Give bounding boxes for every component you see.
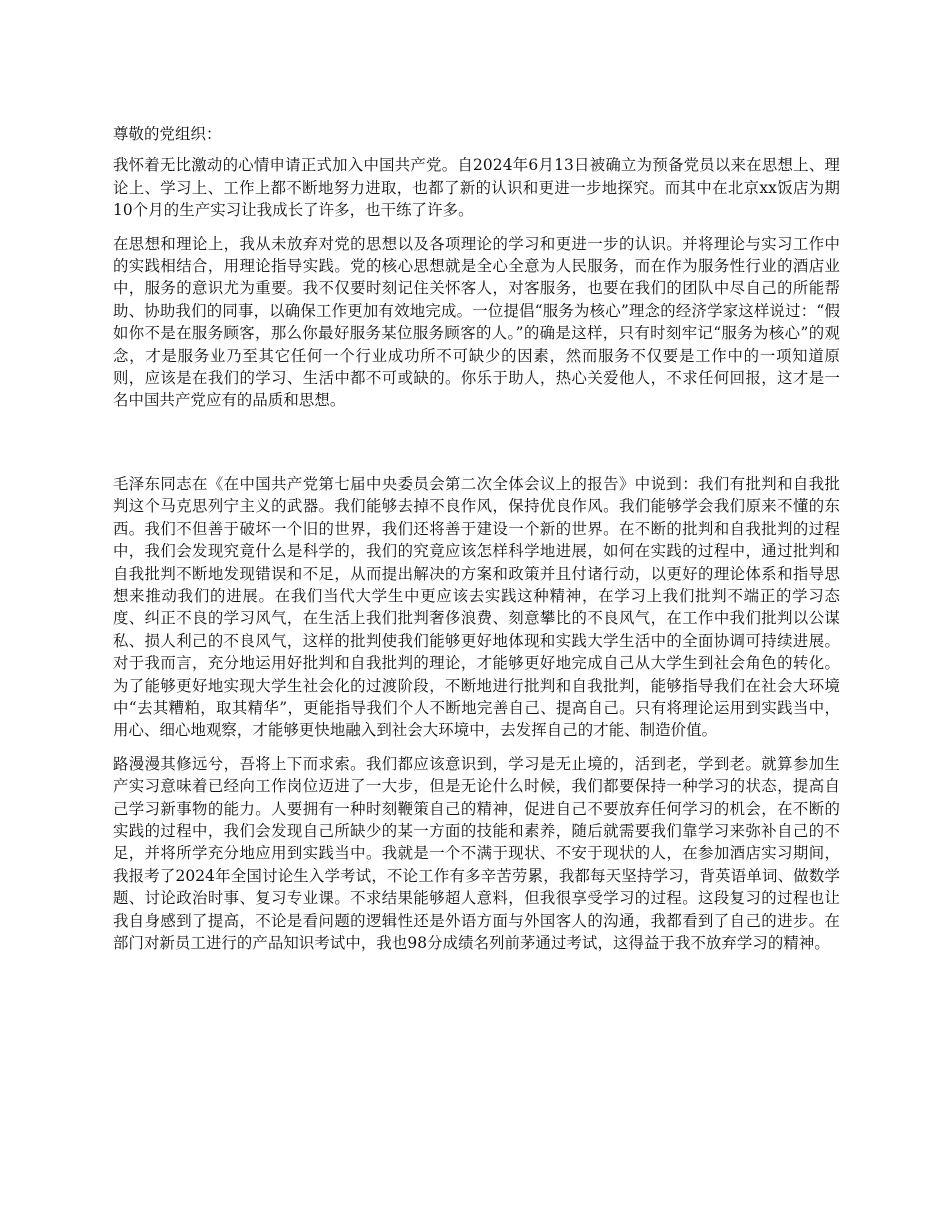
paragraph-learning: 路漫漫其修远兮，吾将上下而求索。我们都应该意识到，学习是无止境的，活到老，学到老。就算参加生产实习意味着已经向工作岗位迈进了一大步，但是无论什么时候，我们都要保持一种学习的状态，提高自己学习新事物的能力。人要拥有一种时刻鞭策自己的精神，促进自己不要放弃任何学习的机会，在不断的实践的过程中，我们会发现自己所缺少的某一方面的技能和素养，随后就需要我们靠学习来弥补自己的不足，并将所学充分地应用到实践当中。我就是一个不满于现状、不安于现状的人，在参加酒店实习期间，我报考了2024年全国讨论生入学考试，不论工作有多辛苦劳累，我都每天坚持学习，背英语单词、做数学题、讨论政治时事、复习专业课。不求结果能够超人意料，但我很享受学习的过程。这段复习的过程也让我自身感到了提高，不论是看问题的逻辑性还是外语方面与外国客人的沟通，我都看到了自己的进步。在部门对新员工进行的产品知识考试中，我也98分成绩名列前茅通过考试，这得益于我不放弃学习的精神。 [113,754,840,952]
paragraph-criticism: 毛泽东同志在《在中国共产党第七届中央委员会第二次全体会议上的报告》中说到：我们有批判和自我批判这个马克思列宁主义的武器。我们能够去掉不良作风，保持优良作风。我们能够学会我们原来不懂的东西。我们不但善于破坏一个旧的世界，我们还将善于建设一个新的世界。在不断的批判和自我批判的过程中，我们会发现究竟什么是科学的，我们的究竟应该怎样科学地进展，如何在实践的过程中，通过批判和自我批判不断地发现错误和不足，从而提出解决的方案和政策并且付诸行动，以更好的理论体系和指导思想来推动我们的进展。在我们当代大学生中更应该去实践这种精神，在学习上我们批判不端正的学习态度、纠正不良的学习风气，在生活上我们批判奢侈浪费、刻意攀比的不良风气，在工作中我们批判以公谋私、损人利己的不良风气，这样的批判使我们能够更好地体现和实践大学生活中的全面协调可持续进展。对于我而言，充分地运用好批判和自我批判的理论，才能够更好地完成自己从大学生到社会角色的转化。为了能够更好地实现大学生社会化的过渡阶段，不断地进行批判和自我批判，能够指导我们在社会大环境中“去其糟粕，取其精华”，更能指导我们个人不断地完善自己、提高自己。只有将理论运用到实践当中，用心、细心地观察，才能够更快地融入到社会大环境中，去发挥自己的才能、制造价值。 [113,474,840,740]
letter-body [113,123,840,965]
paragraph-gap [113,423,840,473]
paragraph-thought-theory: 在思想和理论上，我从未放弃对党的思想以及各项理论的学习和更进一步的认识。并将理论与实习工作中的实践相结合，用理论指导实践。党的核心思想就是全心全意为人民服务，而在作为服务性行业的酒店业中，服务的意识尤为重要。我不仅要时刻记住关怀客人，对客服务，也要在我们的团队中尽自己的所能帮助、协助我们的同事，以确保工作更加有效地完成。一位提倡“服务为核心”理念的经济学家这样说过：“假如你不是在服务顾客，那么你最好服务某位服务顾客的人。”的确是这样，只有时刻牢记“服务为核心”的观念，才是服务业乃至其它任何一个行业成功所不可缺少的因素，然而服务不仅要是工作中的一项知道原则，应该是在我们的学习、生活中都不可或缺的。你乐于助人，热心关爱他人，不求任何回报，这才是一名中国共产党应有的品质和思想。 [113,234,840,410]
paragraph-intro: 我怀着无比激动的心情申请正式加入中国共产党。自2024年6月13日被确立为预备党员以来在思想上、理论上、学习上、工作上都不断地努力进取，也都了新的认识和更进一步地探究。而其中在北京xx饭店为期10个月的生产实习让我成长了许多，也干练了许多。 [113,156,840,220]
salutation: 尊敬的党组织： [113,125,222,143]
